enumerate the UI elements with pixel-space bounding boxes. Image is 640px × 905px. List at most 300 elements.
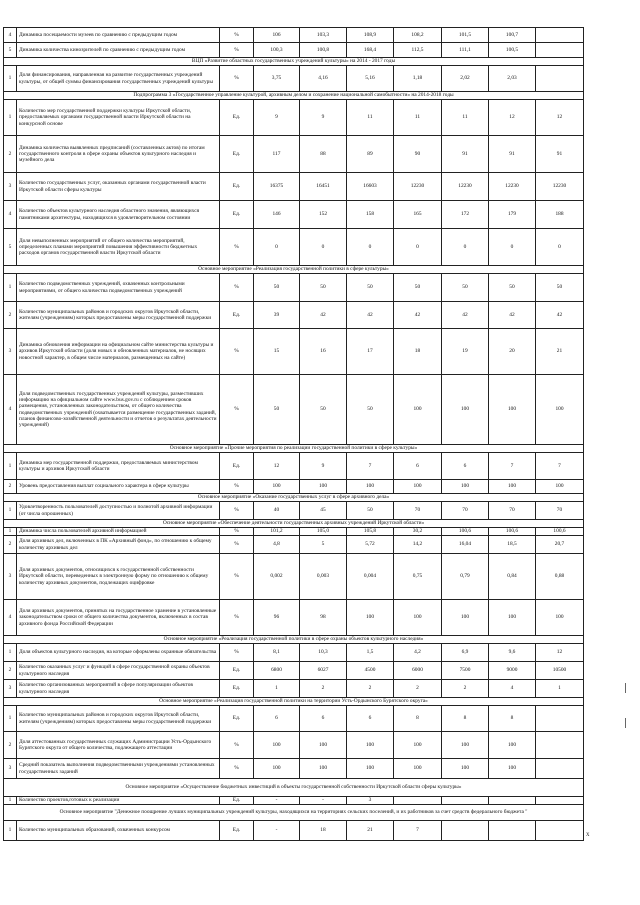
value-cell: 20,7 bbox=[536, 536, 584, 554]
value-cell: 16451 bbox=[300, 173, 347, 201]
indicator-name: Динамика посещаемости музеев по сравнению с предыдущим годом bbox=[17, 28, 220, 43]
value-cell: 96 bbox=[254, 600, 300, 636]
indicators-body bbox=[4, 28, 584, 841]
value-cell bbox=[536, 797, 584, 805]
unit-cell: % bbox=[220, 480, 254, 494]
value-cell: 70 bbox=[394, 502, 442, 520]
unit-cell: % bbox=[220, 732, 254, 759]
table-row bbox=[4, 302, 584, 329]
value-cell bbox=[536, 732, 584, 759]
unit-cell: % bbox=[220, 28, 254, 43]
section-title: Основное мероприятие «Осуществление бюджетных инвестиций в объекты государственной собственности Иркутской области сферы культуры» bbox=[4, 779, 584, 797]
table-row bbox=[4, 274, 584, 302]
row-number: 1 bbox=[4, 453, 17, 480]
margin-mark bbox=[625, 683, 626, 693]
value-cell: 2 bbox=[442, 680, 489, 698]
value-cell: 11 bbox=[394, 100, 442, 136]
value-cell: 12 bbox=[489, 100, 536, 136]
value-cell: 17 bbox=[347, 329, 394, 375]
value-cell: 6 bbox=[254, 706, 300, 732]
value-cell: 6000 bbox=[394, 662, 442, 680]
value-cell: 50 bbox=[347, 502, 394, 520]
unit-cell: % bbox=[220, 554, 254, 600]
unit-cell: Ед. bbox=[220, 797, 254, 805]
row-number: 2 bbox=[4, 662, 17, 680]
indicator-name: Количество муниципальных районов и городских округов Иркутской области, жителям (учреждениям) которых предоставлены меры государственной поддержки bbox=[17, 706, 220, 732]
value-cell: 108,2 bbox=[394, 28, 442, 43]
indicator-name: Количество муниципальных районов и городских округов Иркутской области, жителям (учреждениям) которых предоставлены меры государственной поддержки bbox=[17, 302, 220, 329]
table-row bbox=[4, 229, 584, 266]
value-cell: 100 bbox=[254, 759, 300, 779]
value-cell: 100 bbox=[489, 732, 536, 759]
value-cell: 100 bbox=[300, 732, 347, 759]
indicator-name: Доля объектов культурного наследия, на которые оформлены охранные обязательства bbox=[17, 644, 220, 662]
table-row bbox=[4, 43, 584, 58]
value-cell bbox=[536, 821, 584, 841]
value-cell: 108,9 bbox=[347, 28, 394, 43]
indicator-name: Количество муниципальных образований, охваченных конкурсом bbox=[17, 821, 220, 841]
section-title: Основное мероприятие «Реализация государственной политики в сфере охраны объектов культурного наследия» bbox=[4, 636, 584, 644]
unit-cell: Ед. bbox=[220, 136, 254, 173]
value-cell: 42 bbox=[536, 302, 584, 329]
value-cell: 179 bbox=[489, 201, 536, 229]
value-cell: 100,7 bbox=[489, 28, 536, 43]
value-cell: 4 bbox=[489, 680, 536, 698]
indicator-name: Доля архивных документов, относящихся к государственной собственности Иркутской области, переведенных в электронную форму по отношению к общему количеству архивных документов, подлежащих оцифровке bbox=[17, 554, 220, 600]
row-number: 3 bbox=[4, 554, 17, 600]
row-number: 5 bbox=[4, 229, 17, 266]
row-number: 3 bbox=[4, 173, 17, 201]
value-cell: 12 bbox=[536, 100, 584, 136]
value-cell: 50 bbox=[254, 274, 300, 302]
value-cell: 6027 bbox=[300, 662, 347, 680]
value-cell: 100 bbox=[300, 759, 347, 779]
section-row bbox=[4, 636, 584, 644]
value-cell: 20 bbox=[489, 329, 536, 375]
row-number: 2 bbox=[4, 136, 17, 173]
section-row bbox=[4, 58, 584, 66]
unit-cell: % bbox=[220, 375, 254, 445]
value-cell: 12230 bbox=[442, 173, 489, 201]
unit-cell: Ед. bbox=[220, 706, 254, 732]
value-cell: 12230 bbox=[489, 173, 536, 201]
value-cell bbox=[536, 706, 584, 732]
value-cell: 7 bbox=[489, 453, 536, 480]
indicator-name: Количество проектов,готовых к реализации bbox=[17, 797, 220, 805]
row-number: 1 bbox=[4, 502, 17, 520]
indicator-name: Доля финансирования, направленная на развитие государственных учреждений культуры, от общей суммы финансирования государственных учреждений культуры bbox=[17, 66, 220, 92]
section-title: Основное мероприятие «Реализация государственной политики на территории Усть-Ордынского Бурятского округа» bbox=[4, 698, 584, 706]
value-cell: 100 bbox=[254, 480, 300, 494]
row-number: 1 bbox=[4, 100, 17, 136]
value-cell: 2 bbox=[300, 680, 347, 698]
value-cell: 12230 bbox=[394, 173, 442, 201]
value-cell: 42 bbox=[300, 302, 347, 329]
unit-cell: Ед. bbox=[220, 100, 254, 136]
value-cell: 1,5 bbox=[347, 644, 394, 662]
table-row bbox=[4, 600, 584, 636]
stray-mark: х bbox=[586, 830, 590, 838]
value-cell: 100 bbox=[442, 480, 489, 494]
value-cell: 9,6 bbox=[489, 644, 536, 662]
value-cell: 90 bbox=[394, 136, 442, 173]
value-cell: 9 bbox=[254, 100, 300, 136]
section-title: Подпрограмма 3 «Государственное управление культурой, архивным делом и сохранение национальной самобытности» на 2014-2018 годы bbox=[4, 92, 584, 100]
value-cell: 98 bbox=[300, 600, 347, 636]
value-cell: 100 bbox=[347, 600, 394, 636]
value-cell: 16603 bbox=[347, 173, 394, 201]
indicator-name: Количество государственных услуг, оказанных органами государственной власти Иркутской области сферы культуры bbox=[17, 173, 220, 201]
value-cell: 105,0 bbox=[300, 528, 347, 536]
value-cell: 39 bbox=[254, 302, 300, 329]
value-cell bbox=[489, 797, 536, 805]
value-cell: 3,75 bbox=[254, 66, 300, 92]
indicator-name: Количество организованных мероприятий в сфере популяризации объектов культурного наследия bbox=[17, 680, 220, 698]
value-cell: 6 bbox=[394, 453, 442, 480]
value-cell: 188 bbox=[536, 201, 584, 229]
table-row bbox=[4, 536, 584, 554]
table-row bbox=[4, 329, 584, 375]
row-number: 1 bbox=[4, 644, 17, 662]
value-cell: 106 bbox=[254, 28, 300, 43]
value-cell: 45 bbox=[300, 502, 347, 520]
section-title: Основное мероприятие «Прочие мероприятия по реализации государственной политики в сфере культуры» bbox=[4, 445, 584, 453]
value-cell: 0 bbox=[300, 229, 347, 266]
value-cell: 11 bbox=[442, 100, 489, 136]
value-cell: 152 bbox=[300, 201, 347, 229]
value-cell: 70 bbox=[442, 502, 489, 520]
value-cell: 7 bbox=[347, 453, 394, 480]
value-cell: 70 bbox=[489, 502, 536, 520]
indicator-name: Доля архивных дел, включенных в ПК «Архивный фонд», по отношению к общему количеству архивных дел bbox=[17, 536, 220, 554]
value-cell: 10500 bbox=[536, 662, 584, 680]
value-cell: 50 bbox=[300, 375, 347, 445]
value-cell: 100,6 bbox=[442, 528, 489, 536]
value-cell: 4,16 bbox=[300, 66, 347, 92]
section-row bbox=[4, 92, 584, 100]
section-title: ВЦП «Развитие областных государственных учреждений культуры» на 2014 - 2017 годы bbox=[4, 58, 584, 66]
value-cell: 100 bbox=[536, 375, 584, 445]
unit-cell: Ед. bbox=[220, 680, 254, 698]
value-cell: 1,18 bbox=[394, 66, 442, 92]
value-cell: 111,1 bbox=[442, 43, 489, 58]
unit-cell: Ед. bbox=[220, 173, 254, 201]
value-cell: 100 bbox=[442, 600, 489, 636]
section-row bbox=[4, 520, 584, 528]
indicator-name: Динамика количества кинозрителей по сравнению с предыдущим годом bbox=[17, 43, 220, 58]
unit-cell: % bbox=[220, 536, 254, 554]
row-number: 1 bbox=[4, 821, 17, 841]
indicator-name: Удовлетворенность пользователей доступностью и полнотой архивной информации (от числа опрошенных) bbox=[17, 502, 220, 520]
value-cell: 0,84 bbox=[489, 554, 536, 600]
value-cell: 50 bbox=[347, 274, 394, 302]
unit-cell: % bbox=[220, 329, 254, 375]
value-cell: 18 bbox=[300, 821, 347, 841]
value-cell: 100 bbox=[394, 375, 442, 445]
value-cell: 50 bbox=[442, 274, 489, 302]
value-cell: 0,75 bbox=[394, 554, 442, 600]
indicator-name: Доля подведомственных государственных учреждений культуры, разместивших информацию на официальном сайте www.bus.gov.ru с соблюдением сроков размещения, установленных законодательством, от общего количества подведомственных учреждений (охватывается размещение государственных заданий, планов финансово-хозяйственной деятельности и отчетов о результатах деятельности учреждений) bbox=[17, 375, 220, 445]
value-cell: 7 bbox=[536, 453, 584, 480]
value-cell: 100 bbox=[442, 375, 489, 445]
unit-cell: Ед. bbox=[220, 821, 254, 841]
table-row bbox=[4, 680, 584, 698]
unit-cell: % bbox=[220, 644, 254, 662]
value-cell: 88 bbox=[300, 136, 347, 173]
table-row bbox=[4, 136, 584, 173]
value-cell: 172 bbox=[442, 201, 489, 229]
value-cell bbox=[536, 759, 584, 779]
value-cell: 100,6 bbox=[489, 528, 536, 536]
value-cell: 4,8 bbox=[254, 536, 300, 554]
margin-mark bbox=[625, 718, 626, 728]
section-title: Основное мероприятие "Денежное поощрение лучших муниципальных учреждений культуры, находящихся на территориях сельских поселений, и их работников за счет средств федерального бюджета " bbox=[4, 805, 584, 821]
value-cell: 1 bbox=[536, 680, 584, 698]
value-cell: 91 bbox=[442, 136, 489, 173]
value-cell bbox=[394, 797, 442, 805]
indicator-name: Количество мер государственной поддержки культуры Иркутской области, предоставляемых органами государственной власти Иркутской области на конкурсной основе bbox=[17, 100, 220, 136]
value-cell: 6 bbox=[442, 453, 489, 480]
indicator-name: Динамика обновления информации на официальном сайте министерства культуры и архивов Иркутской области (доля новых и обновленных материалов, не носящих новостной характер, в общем числе материалов, размещенных на сайте) bbox=[17, 329, 220, 375]
value-cell: 50 bbox=[489, 274, 536, 302]
value-cell: 5,16 bbox=[347, 66, 394, 92]
value-cell: 30,2 bbox=[394, 528, 442, 536]
row-number: 4 bbox=[4, 600, 17, 636]
row-number: 5 bbox=[4, 43, 17, 58]
value-cell: 4500 bbox=[347, 662, 394, 680]
value-cell: 21 bbox=[536, 329, 584, 375]
value-cell: 100,3 bbox=[254, 43, 300, 58]
value-cell: 0,002 bbox=[254, 554, 300, 600]
value-cell: 50 bbox=[254, 375, 300, 445]
value-cell: 105,8 bbox=[347, 528, 394, 536]
indicator-name: Уровень предоставления выплат социального характера в сфере культуры bbox=[17, 480, 220, 494]
indicator-name: Динамика количества выявленных предписаний (составленных актов) по итогам государственного контроля в сфере охраны объектов культурного наследия и музейного дела bbox=[17, 136, 220, 173]
value-cell: 101,5 bbox=[442, 28, 489, 43]
value-cell: 9 bbox=[300, 100, 347, 136]
value-cell: - bbox=[254, 797, 300, 805]
value-cell: 42 bbox=[347, 302, 394, 329]
value-cell: 91 bbox=[536, 136, 584, 173]
table-row bbox=[4, 528, 584, 536]
value-cell: 8 bbox=[489, 706, 536, 732]
unit-cell: Ед. bbox=[220, 662, 254, 680]
value-cell: 0 bbox=[442, 229, 489, 266]
value-cell: 5 bbox=[300, 536, 347, 554]
value-cell: 16 bbox=[300, 329, 347, 375]
table-row bbox=[4, 480, 584, 494]
value-cell: 8 bbox=[394, 706, 442, 732]
unit-cell: % bbox=[220, 43, 254, 58]
value-cell: 2,02 bbox=[442, 66, 489, 92]
unit-cell: Ед. bbox=[220, 453, 254, 480]
value-cell: 91 bbox=[489, 136, 536, 173]
value-cell: 100 bbox=[536, 480, 584, 494]
table-row bbox=[4, 201, 584, 229]
unit-cell: % bbox=[220, 528, 254, 536]
value-cell: 16,04 bbox=[442, 536, 489, 554]
value-cell: 12 bbox=[536, 644, 584, 662]
value-cell bbox=[489, 821, 536, 841]
table-row bbox=[4, 732, 584, 759]
value-cell: 100 bbox=[442, 759, 489, 779]
section-row bbox=[4, 266, 584, 274]
value-cell: 100 bbox=[394, 732, 442, 759]
value-cell: 100 bbox=[394, 480, 442, 494]
value-cell: 12 bbox=[254, 453, 300, 480]
unit-cell: Ед. bbox=[220, 201, 254, 229]
indicators-table bbox=[3, 27, 584, 841]
section-title: Основное мероприятие «Реализация государственной политики в сфере культуры» bbox=[4, 266, 584, 274]
unit-cell: % bbox=[220, 600, 254, 636]
row-number: 2 bbox=[4, 302, 17, 329]
row-number: 1 bbox=[4, 797, 17, 805]
table-row bbox=[4, 502, 584, 520]
value-cell: 6 bbox=[300, 706, 347, 732]
value-cell: 100,5 bbox=[489, 43, 536, 58]
value-cell: 0 bbox=[347, 229, 394, 266]
value-cell: 100 bbox=[394, 759, 442, 779]
value-cell: 146 bbox=[254, 201, 300, 229]
value-cell: 100 bbox=[347, 732, 394, 759]
value-cell: 100 bbox=[394, 600, 442, 636]
value-cell: 6,9 bbox=[442, 644, 489, 662]
row-number: 3 bbox=[4, 759, 17, 779]
table-row bbox=[4, 644, 584, 662]
table-row bbox=[4, 100, 584, 136]
indicator-name: Доля архивных документов, принятых на государственное хранение в установленные законодательством сроки от общего количества документов, включенных в состав архивного фонда Российской Федерации bbox=[17, 600, 220, 636]
value-cell: 12230 bbox=[536, 173, 584, 201]
table-row bbox=[4, 662, 584, 680]
value-cell: 100 bbox=[536, 600, 584, 636]
value-cell: 9 bbox=[300, 453, 347, 480]
unit-cell: % bbox=[220, 274, 254, 302]
value-cell: 4,2 bbox=[394, 644, 442, 662]
value-cell: - bbox=[254, 821, 300, 841]
table-row bbox=[4, 759, 584, 779]
indicator-name: Количество оказанных услуг и функций в сфере государственной охраны объектов культурного наследия bbox=[17, 662, 220, 680]
value-cell bbox=[536, 66, 584, 92]
indicator-name: Средний показатель выполнения подведомственными учреждениями установленных государственных заданий bbox=[17, 759, 220, 779]
value-cell: 100 bbox=[442, 732, 489, 759]
value-cell: 19 bbox=[442, 329, 489, 375]
row-number: 4 bbox=[4, 28, 17, 43]
value-cell: 5,72 bbox=[347, 536, 394, 554]
value-cell: 0 bbox=[489, 229, 536, 266]
value-cell: 89 bbox=[347, 136, 394, 173]
value-cell: 168,4 bbox=[347, 43, 394, 58]
value-cell: 8,1 bbox=[254, 644, 300, 662]
value-cell: 16375 bbox=[254, 173, 300, 201]
indicator-name: Динамика числа пользователей архивной информацией bbox=[17, 528, 220, 536]
value-cell: 10,3 bbox=[300, 644, 347, 662]
indicator-name: Динамика мер государственной поддержки, предоставляемых министерством культуры и архивов Иркутской области bbox=[17, 453, 220, 480]
value-cell: 2,03 bbox=[489, 66, 536, 92]
section-row bbox=[4, 494, 584, 502]
table-row bbox=[4, 554, 584, 600]
value-cell bbox=[536, 28, 584, 43]
value-cell: 6 bbox=[347, 706, 394, 732]
table-row bbox=[4, 28, 584, 43]
value-cell: 0 bbox=[536, 229, 584, 266]
row-number: 3 bbox=[4, 680, 17, 698]
value-cell: 100 bbox=[347, 480, 394, 494]
value-cell: 7 bbox=[394, 821, 442, 841]
value-cell: 165 bbox=[394, 201, 442, 229]
table-row bbox=[4, 706, 584, 732]
value-cell: 18,5 bbox=[489, 536, 536, 554]
value-cell bbox=[442, 797, 489, 805]
row-number: 4 bbox=[4, 201, 17, 229]
section-row bbox=[4, 805, 584, 821]
value-cell: 6800 bbox=[254, 662, 300, 680]
section-title: Основное мероприятие «Обеспечение деятельности государственных архивных учреждений Иркутской области» bbox=[4, 520, 584, 528]
value-cell: 18 bbox=[394, 329, 442, 375]
value-cell: 50 bbox=[536, 274, 584, 302]
value-cell: 0 bbox=[254, 229, 300, 266]
value-cell: 70 bbox=[536, 502, 584, 520]
value-cell: - bbox=[300, 797, 347, 805]
value-cell: 117 bbox=[254, 136, 300, 173]
value-cell: 158 bbox=[347, 201, 394, 229]
indicator-name: Доля аттестованных государственных служащих Администрации Усть-Ордынского Бурятского округа от общего количества, подлежащего аттестации bbox=[17, 732, 220, 759]
value-cell: 100 bbox=[489, 375, 536, 445]
table-row bbox=[4, 66, 584, 92]
unit-cell: % bbox=[220, 229, 254, 266]
table-row bbox=[4, 173, 584, 201]
value-cell: 100 bbox=[489, 600, 536, 636]
value-cell: 42 bbox=[489, 302, 536, 329]
value-cell: 42 bbox=[442, 302, 489, 329]
value-cell: 11 bbox=[347, 100, 394, 136]
value-cell: 9000 bbox=[489, 662, 536, 680]
row-number: 1 bbox=[4, 706, 17, 732]
value-cell: 0,003 bbox=[300, 554, 347, 600]
value-cell: 103,3 bbox=[300, 28, 347, 43]
value-cell: 0,88 bbox=[536, 554, 584, 600]
value-cell: 101,2 bbox=[254, 528, 300, 536]
indicator-name: Количество объектов культурного наследия областного значения, являющихся памятниками архитектуры, находящихся в удовлетворительном состоянии bbox=[17, 201, 220, 229]
indicator-name: Количество подведомственных учреждений, охваченных контрольными мероприятиями, от общего количества подведомственных учреждений bbox=[17, 274, 220, 302]
value-cell: 0 bbox=[394, 229, 442, 266]
table-row bbox=[4, 453, 584, 480]
row-number: 1 bbox=[4, 66, 17, 92]
unit-cell: % bbox=[220, 759, 254, 779]
value-cell: 0,004 bbox=[347, 554, 394, 600]
value-cell: 0,79 bbox=[442, 554, 489, 600]
value-cell: 50 bbox=[394, 274, 442, 302]
value-cell: 14,2 bbox=[394, 536, 442, 554]
section-row bbox=[4, 779, 584, 797]
value-cell: 2 bbox=[347, 680, 394, 698]
table-row bbox=[4, 375, 584, 445]
row-number: 2 bbox=[4, 480, 17, 494]
table-row bbox=[4, 821, 584, 841]
value-cell: 21 bbox=[347, 821, 394, 841]
indicator-name: Доля невыполненных мероприятий от общего количества мероприятий, определенных планами мероприятий повышения эффективности бюджетных расходов органов государственной власти Иркутской области bbox=[17, 229, 220, 266]
value-cell bbox=[536, 43, 584, 58]
row-number: 2 bbox=[4, 536, 17, 554]
value-cell: 100,6 bbox=[536, 528, 584, 536]
unit-cell: % bbox=[220, 502, 254, 520]
value-cell: 100 bbox=[254, 732, 300, 759]
value-cell: 7500 bbox=[442, 662, 489, 680]
value-cell: 112,5 bbox=[394, 43, 442, 58]
value-cell: 2 bbox=[394, 680, 442, 698]
value-cell: 100 bbox=[489, 759, 536, 779]
value-cell: 100 bbox=[300, 480, 347, 494]
value-cell: 50 bbox=[300, 274, 347, 302]
